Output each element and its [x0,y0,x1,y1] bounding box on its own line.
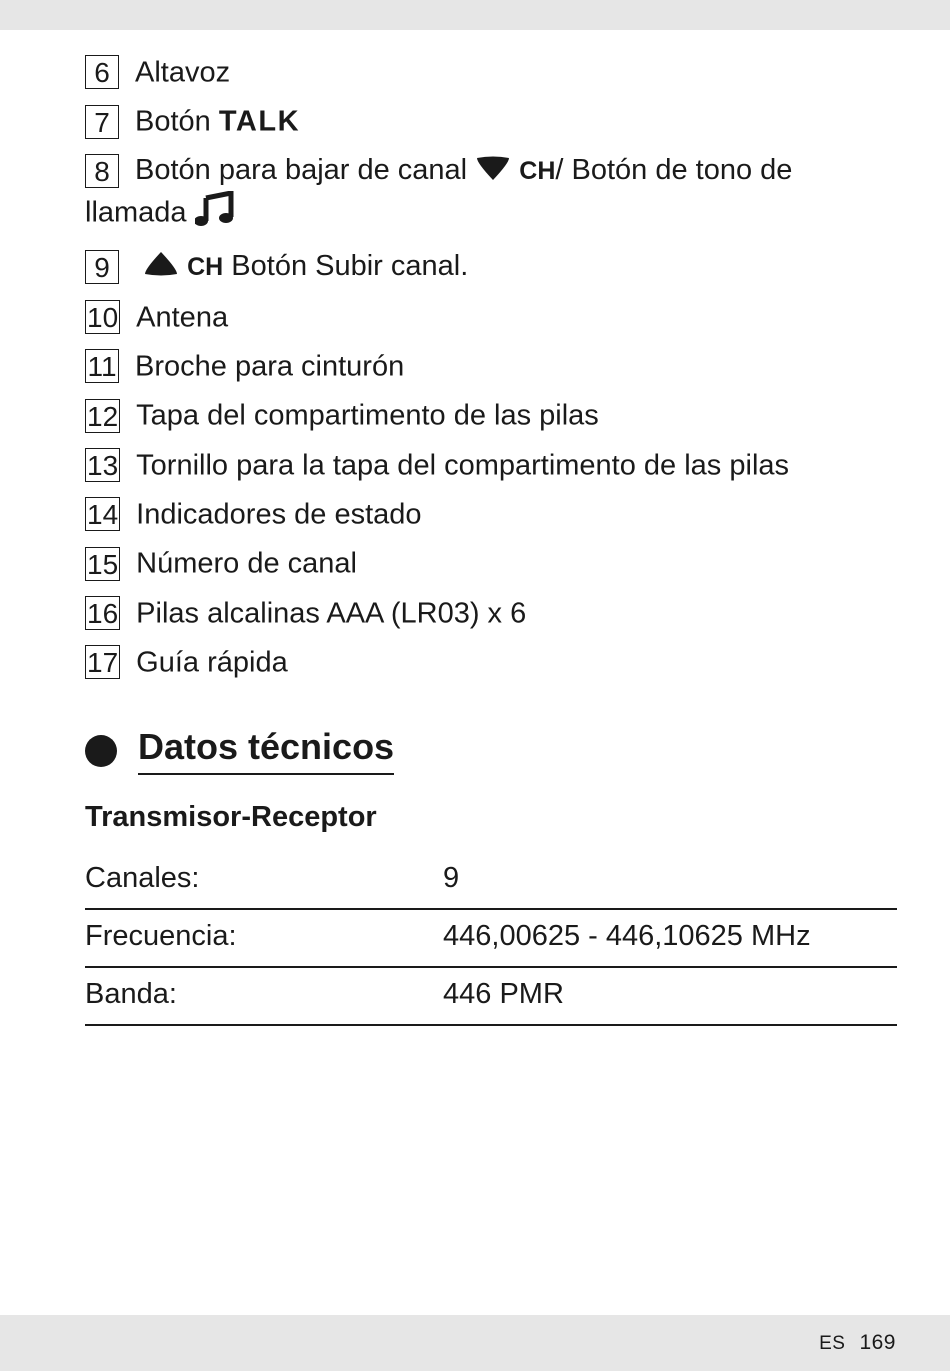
list-item [85,151,897,237]
spec-value: 446 PMR [443,967,897,1025]
section-heading [85,725,897,775]
list-item [85,52,897,91]
spec-key: Canales: [85,852,443,909]
spec-value: 9 [443,852,897,909]
triangle-up-icon [143,249,179,287]
item-label-continued: / Botón de tono de [555,154,793,187]
item-label: Antena [136,301,229,334]
table-row [85,852,897,909]
item-label: Guía rápida [136,646,288,679]
table-row [85,909,897,967]
item-number: 10 [87,302,119,334]
bullet-circle-icon [85,735,117,767]
page-footer [819,1331,896,1355]
item-number: 12 [87,400,119,432]
top-band [0,0,950,30]
spec-value: 446,00625 - 446,10625 MHz [443,909,897,967]
bottom-band [0,1315,950,1371]
item-label: Tornillo para la tapa del compartimento de las pilas [136,449,790,482]
list-item [85,445,897,484]
list-item [85,642,897,681]
triangle-down-icon [475,153,511,191]
item-label: Broche para cinturón [135,350,405,383]
item-label: Altavoz [135,56,231,89]
item-label: Pilas alcalinas AAA (LR03) x 6 [136,597,527,630]
music-note-icon [195,191,235,237]
page-number: 169 [859,1331,896,1354]
item-number: 15 [87,548,119,580]
list-item [85,346,897,385]
table-row [85,967,897,1025]
item-number: 14 [87,499,119,531]
list-item [85,247,897,287]
ch-label: CH [519,157,556,186]
page-content [85,52,897,1026]
item-label: Botón Subir canal. [231,250,469,283]
spec-table [85,852,897,1026]
list-item [85,297,897,336]
item-number: 9 [85,250,119,284]
list-item [85,395,897,434]
item-label: Botón para bajar de canal [135,154,468,187]
item-label: Tapa del compartimento de las pilas [136,399,599,432]
section-title: Datos técnicos [138,725,394,775]
item-label-wrap: llamada [85,196,187,229]
item-label: Número de canal [136,547,357,580]
item-label: Botón [135,105,211,138]
talk-label: TALK [218,105,301,138]
ch-label: CH [187,253,224,282]
list-item [85,593,897,632]
item-number: 8 [85,154,119,188]
subheading: Transmisor-Receptor [85,801,377,834]
spec-key: Banda: [85,967,443,1025]
language-code: ES [819,1333,846,1354]
item-number: 11 [85,349,119,383]
item-number: 13 [87,450,119,482]
spec-key: Frecuencia: [85,909,443,967]
item-number: 17 [87,647,119,679]
item-number: 16 [87,598,119,630]
list-item [85,494,897,533]
list-item [85,101,897,140]
list-item [85,543,897,582]
item-number: 6 [85,55,119,89]
item-label: Indicadores de estado [136,498,422,531]
item-number: 7 [85,105,119,139]
